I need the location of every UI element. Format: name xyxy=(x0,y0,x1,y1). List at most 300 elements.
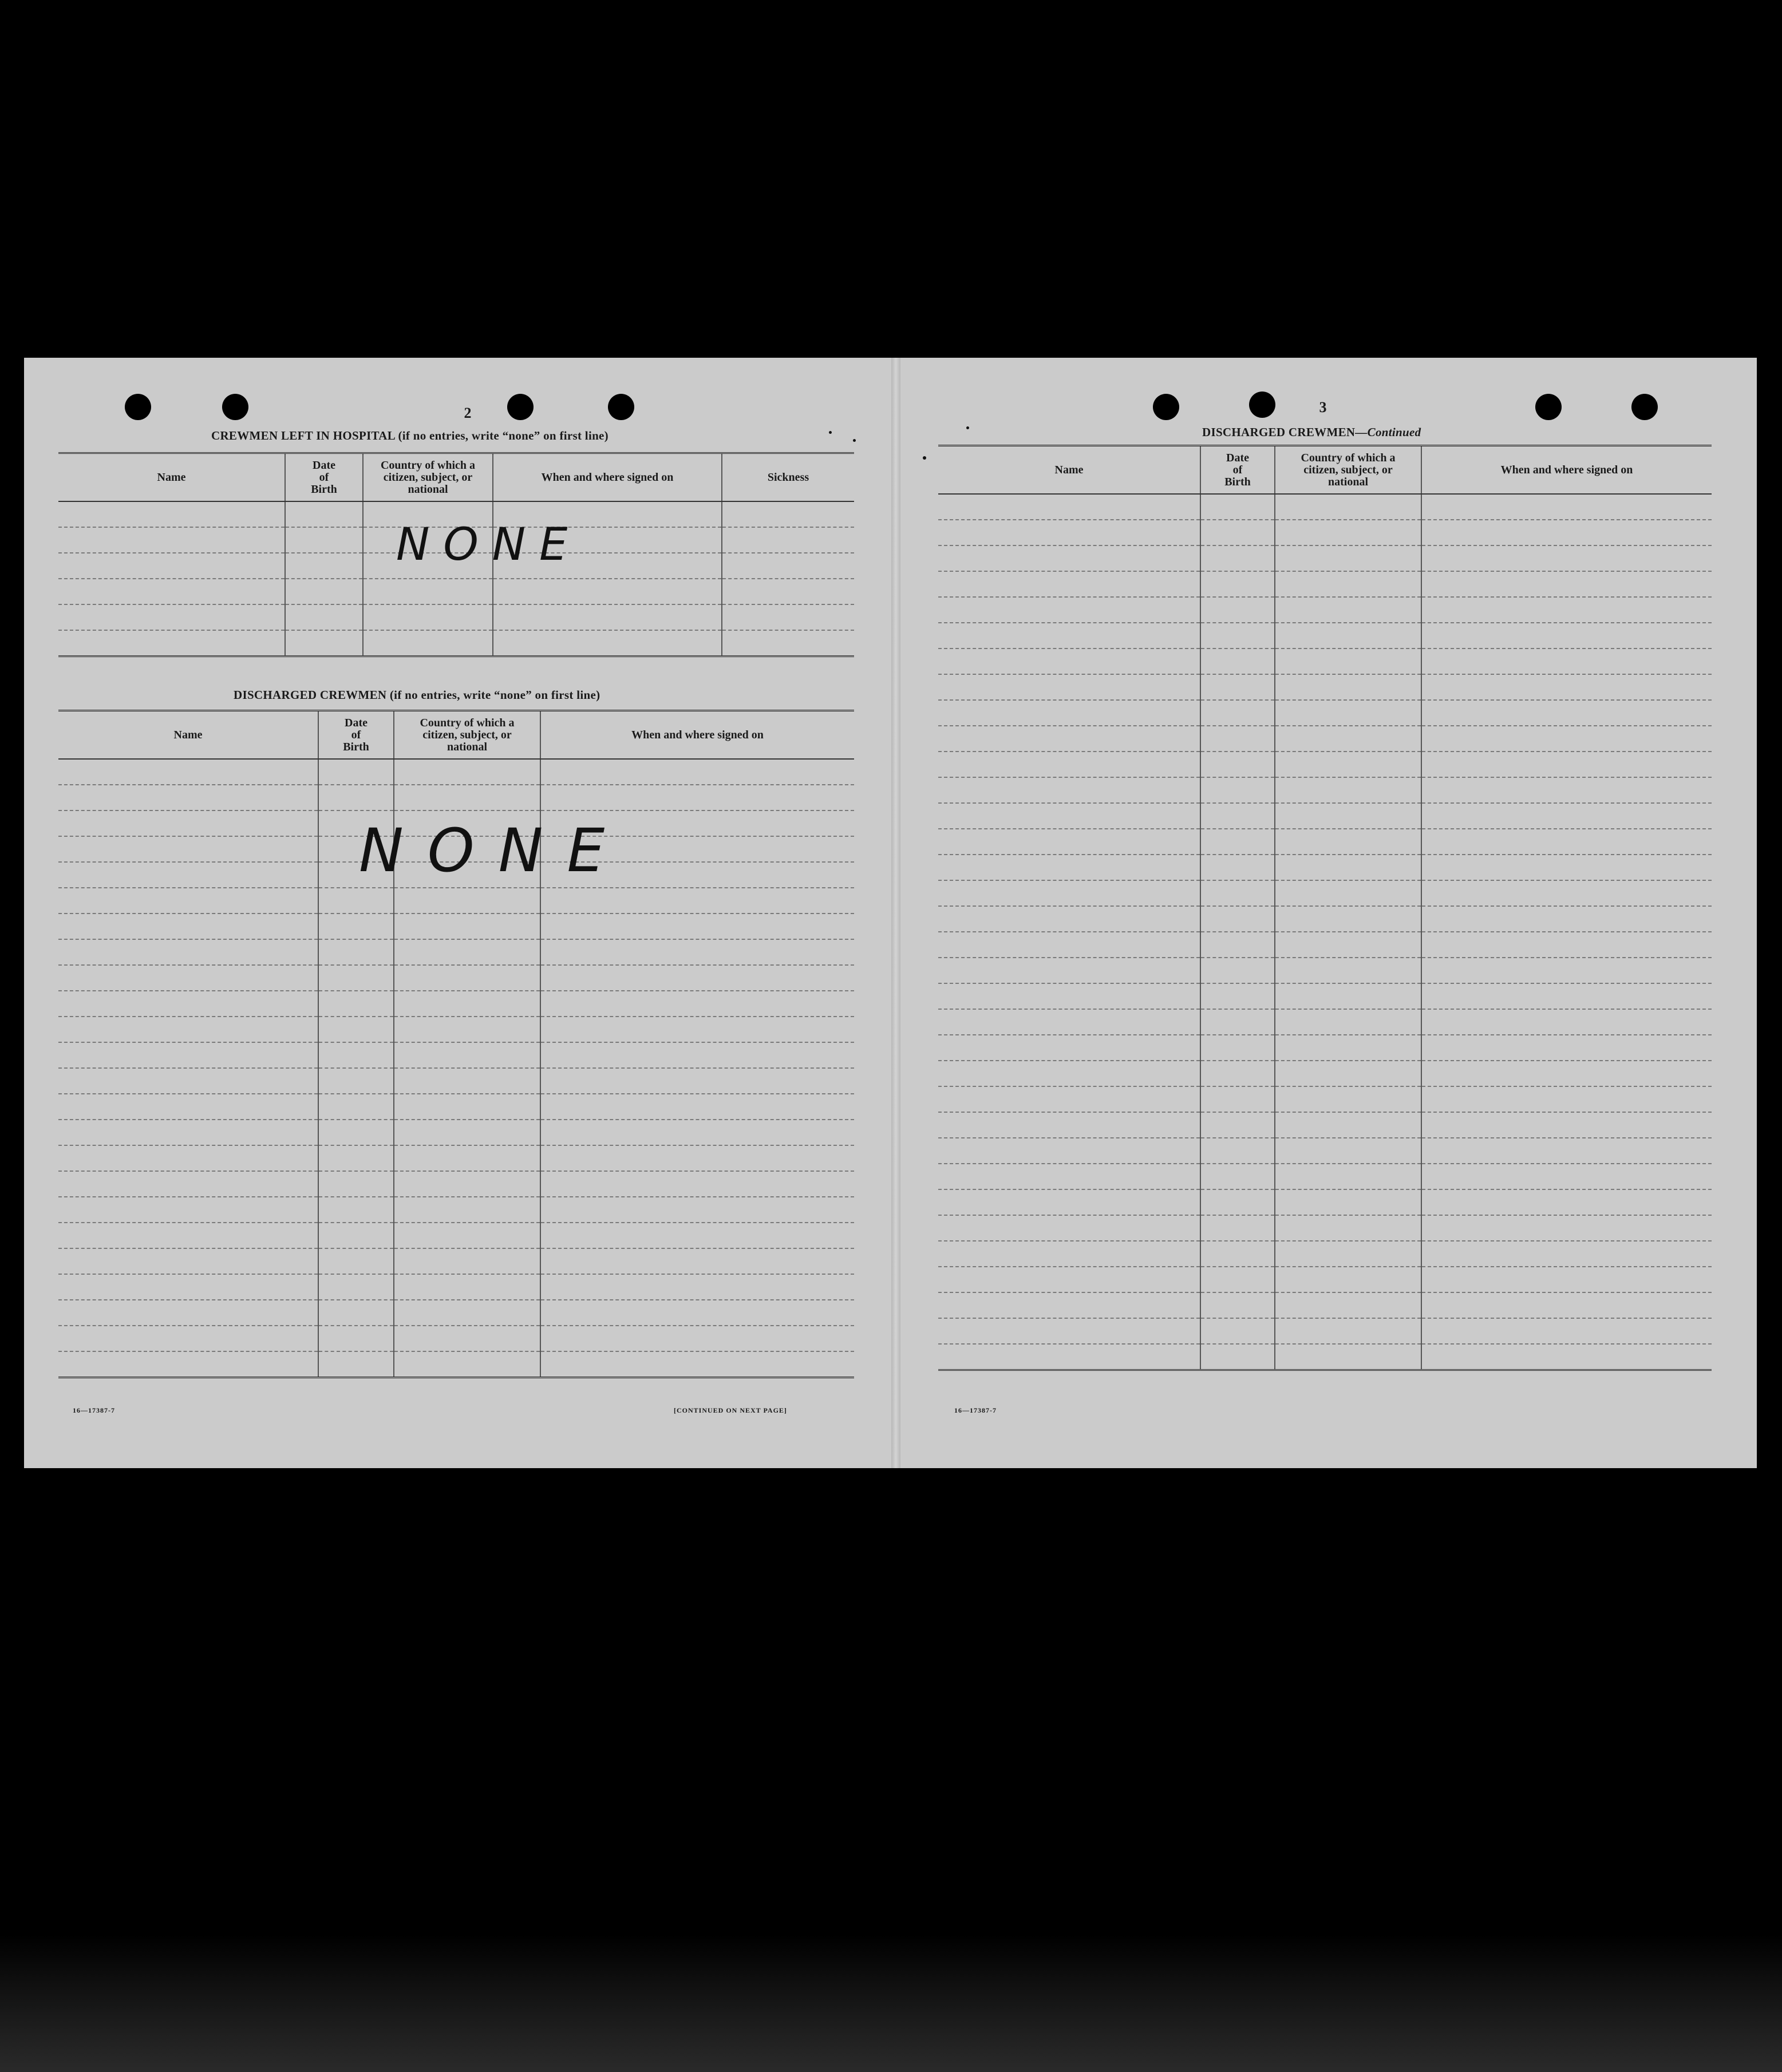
discharged-continued-title-bold: DISCHARGED CREWMEN xyxy=(1202,425,1356,439)
discharged-continued-table xyxy=(938,445,1712,1371)
blank-cell xyxy=(938,1189,1200,1215)
blank-cell xyxy=(1421,880,1712,906)
blank-cell xyxy=(1275,1164,1421,1189)
table-row xyxy=(938,700,1712,726)
blank-cell xyxy=(540,1223,854,1248)
table-row xyxy=(938,597,1712,623)
blank-cell xyxy=(938,571,1200,597)
blank-cell xyxy=(318,939,394,965)
table-row xyxy=(938,777,1712,803)
blank-cell xyxy=(58,1171,318,1197)
table-row xyxy=(938,1241,1712,1267)
blank-cell xyxy=(1421,545,1712,571)
blank-cell xyxy=(318,1248,394,1274)
blank-cell xyxy=(540,888,854,914)
blank-cell xyxy=(1200,1241,1275,1267)
blank-cell xyxy=(1275,1035,1421,1061)
blank-cell xyxy=(1200,906,1275,932)
blank-cell xyxy=(1421,829,1712,855)
blank-cell xyxy=(1200,932,1275,958)
blank-cell xyxy=(1421,777,1712,803)
blank-cell xyxy=(318,991,394,1017)
blank-cell xyxy=(58,991,318,1017)
blank-cell xyxy=(363,579,493,604)
blank-cell xyxy=(1421,855,1712,880)
blank-cell xyxy=(938,726,1200,752)
table-row xyxy=(58,1094,854,1120)
blank-cell xyxy=(540,1094,854,1120)
blank-cell xyxy=(938,829,1200,855)
blank-cell xyxy=(58,1120,318,1145)
blank-cell xyxy=(1275,777,1421,803)
punch-hole xyxy=(222,394,248,420)
blank-cell xyxy=(1200,983,1275,1009)
hospital-title-bold: CREWMEN LEFT IN HOSPITAL xyxy=(211,429,395,442)
blank-cell xyxy=(58,527,285,553)
blank-cell xyxy=(1200,1009,1275,1035)
blank-cell xyxy=(1200,1189,1275,1215)
blank-cell xyxy=(722,604,854,630)
blank-cell xyxy=(58,1145,318,1171)
blank-cell xyxy=(318,1197,394,1223)
table-row xyxy=(58,579,854,604)
blank-cell xyxy=(394,1326,540,1351)
col-date-of-birth: Date of Birth xyxy=(1200,446,1275,495)
table-row xyxy=(58,1171,854,1197)
blank-cell xyxy=(318,785,394,810)
speck xyxy=(923,456,926,460)
discharged-continued-title xyxy=(1202,425,1421,440)
table-row xyxy=(938,649,1712,674)
blank-cell xyxy=(493,579,722,604)
blank-cell xyxy=(318,1042,394,1068)
blank-cell xyxy=(1421,1009,1712,1035)
blank-cell xyxy=(1421,958,1712,983)
table-row xyxy=(58,1351,854,1378)
blank-cell xyxy=(1421,494,1712,520)
blank-cell xyxy=(318,1300,394,1326)
table-row xyxy=(938,1086,1712,1112)
blank-cell xyxy=(1275,1344,1421,1370)
blank-cell xyxy=(540,1351,854,1378)
page-gutter xyxy=(891,358,900,1468)
blank-cell xyxy=(1200,1215,1275,1241)
blank-cell xyxy=(1421,1318,1712,1344)
blank-cell xyxy=(363,604,493,630)
table-row xyxy=(938,674,1712,700)
background-fade xyxy=(0,1935,1782,2072)
table-row xyxy=(938,803,1712,829)
blank-cell xyxy=(318,1068,394,1094)
col-country: Country of which a citizen, subject, or national xyxy=(394,711,540,760)
blank-cell xyxy=(1200,803,1275,829)
blank-cell xyxy=(1275,571,1421,597)
blank-cell xyxy=(938,932,1200,958)
table-row xyxy=(58,1248,854,1274)
blank-cell xyxy=(318,914,394,939)
blank-cell xyxy=(1200,1061,1275,1086)
hospital-header-row xyxy=(58,453,854,502)
blank-cell xyxy=(1275,597,1421,623)
blank-cell xyxy=(1421,700,1712,726)
blank-cell xyxy=(938,700,1200,726)
table-row xyxy=(58,914,854,939)
blank-cell xyxy=(318,1223,394,1248)
blank-cell xyxy=(58,553,285,579)
col-when-where: When and where signed on xyxy=(493,453,722,502)
blank-cell xyxy=(722,553,854,579)
blank-cell xyxy=(540,914,854,939)
blank-cell xyxy=(1200,1292,1275,1318)
blank-cell xyxy=(1275,906,1421,932)
blank-cell xyxy=(938,674,1200,700)
blank-cell xyxy=(1421,674,1712,700)
blank-cell xyxy=(1275,545,1421,571)
discharged-title-note: (if no entries, write “none” on first line) xyxy=(386,688,600,702)
blank-cell xyxy=(58,1068,318,1094)
blank-cell xyxy=(58,888,318,914)
blank-cell xyxy=(394,1120,540,1145)
blank-cell xyxy=(58,1197,318,1223)
blank-cell xyxy=(394,965,540,991)
blank-cell xyxy=(58,1300,318,1326)
blank-cell xyxy=(938,906,1200,932)
blank-cell xyxy=(1421,1215,1712,1241)
blank-cell xyxy=(1200,855,1275,880)
blank-cell xyxy=(1421,1241,1712,1267)
blank-cell xyxy=(394,1223,540,1248)
blank-cell xyxy=(394,1274,540,1300)
table-row xyxy=(58,1042,854,1068)
table-row xyxy=(938,623,1712,649)
col-when-where: When and where signed on xyxy=(540,711,854,760)
blank-cell xyxy=(1421,1061,1712,1086)
blank-cell xyxy=(394,939,540,965)
blank-cell xyxy=(1421,1035,1712,1061)
blank-cell xyxy=(394,759,540,785)
blank-cell xyxy=(1200,752,1275,777)
blank-cell xyxy=(938,1009,1200,1035)
discharged-header-row xyxy=(58,711,854,760)
blank-cell xyxy=(394,991,540,1017)
blank-cell xyxy=(1275,829,1421,855)
blank-cell xyxy=(1421,932,1712,958)
blank-cell xyxy=(938,855,1200,880)
blank-cell xyxy=(58,1248,318,1274)
blank-cell xyxy=(58,862,318,888)
blank-cell xyxy=(1275,803,1421,829)
blank-cell xyxy=(58,1017,318,1042)
blank-cell xyxy=(938,1215,1200,1241)
table-row xyxy=(938,1138,1712,1164)
blank-cell xyxy=(1275,983,1421,1009)
blank-cell xyxy=(58,939,318,965)
blank-cell xyxy=(938,597,1200,623)
blank-cell xyxy=(1275,958,1421,983)
blank-cell xyxy=(493,604,722,630)
blank-cell xyxy=(1275,726,1421,752)
blank-cell xyxy=(1200,1138,1275,1164)
blank-cell xyxy=(1421,1086,1712,1112)
blank-cell xyxy=(722,630,854,657)
blank-cell xyxy=(1421,1164,1712,1189)
blank-cell xyxy=(318,1094,394,1120)
form-number-left: 16—17387-7 xyxy=(73,1406,115,1414)
col-date-of-birth: Date of Birth xyxy=(318,711,394,760)
blank-cell xyxy=(1200,1112,1275,1138)
discharged-continued-header-row xyxy=(938,446,1712,495)
table-row xyxy=(58,1145,854,1171)
blank-cell xyxy=(1275,623,1421,649)
blank-cell xyxy=(1275,1009,1421,1035)
table-row xyxy=(938,1061,1712,1086)
blank-cell xyxy=(394,1351,540,1378)
blank-cell xyxy=(285,553,363,579)
punch-hole xyxy=(608,394,634,420)
blank-cell xyxy=(1200,1035,1275,1061)
blank-cell xyxy=(1421,597,1712,623)
table-row xyxy=(938,855,1712,880)
blank-cell xyxy=(58,914,318,939)
blank-cell xyxy=(540,1120,854,1145)
blank-cell xyxy=(722,579,854,604)
blank-cell xyxy=(938,1035,1200,1061)
col-name: Name xyxy=(58,453,285,502)
blank-cell xyxy=(318,1351,394,1378)
blank-cell xyxy=(394,1171,540,1197)
blank-cell xyxy=(938,958,1200,983)
table-row xyxy=(938,1215,1712,1241)
discharged-section-title xyxy=(234,688,600,702)
blank-cell xyxy=(1200,545,1275,571)
blank-cell xyxy=(58,1351,318,1378)
blank-cell xyxy=(938,1112,1200,1138)
table-row xyxy=(58,1017,854,1042)
table-row xyxy=(58,991,854,1017)
blank-cell xyxy=(394,1300,540,1326)
table-row xyxy=(58,1120,854,1145)
table-row xyxy=(938,829,1712,855)
blank-cell xyxy=(285,579,363,604)
blank-cell xyxy=(394,1017,540,1042)
blank-cell xyxy=(58,604,285,630)
speck xyxy=(829,431,832,434)
table-row xyxy=(938,545,1712,571)
blank-cell xyxy=(394,1094,540,1120)
discharged-table xyxy=(58,710,854,1378)
table-row xyxy=(58,888,854,914)
table-row xyxy=(938,1164,1712,1189)
blank-cell xyxy=(938,1138,1200,1164)
blank-cell xyxy=(58,1223,318,1248)
blank-cell xyxy=(938,494,1200,520)
blank-cell xyxy=(1421,752,1712,777)
table-row xyxy=(58,1274,854,1300)
blank-cell xyxy=(1421,520,1712,545)
blank-cell xyxy=(938,752,1200,777)
blank-cell xyxy=(1421,726,1712,752)
blank-cell xyxy=(1275,1112,1421,1138)
table-row xyxy=(938,494,1712,520)
blank-cell xyxy=(394,1197,540,1223)
col-sickness: Sickness xyxy=(722,453,854,502)
table-row xyxy=(58,965,854,991)
blank-cell xyxy=(1275,1138,1421,1164)
blank-cell xyxy=(540,1017,854,1042)
blank-cell xyxy=(938,777,1200,803)
table-row xyxy=(938,983,1712,1009)
blank-cell xyxy=(938,880,1200,906)
hospital-section-title xyxy=(211,429,609,443)
blank-cell xyxy=(1200,649,1275,674)
blank-cell xyxy=(540,1171,854,1197)
blank-cell xyxy=(1421,1189,1712,1215)
table-row xyxy=(938,752,1712,777)
blank-cell xyxy=(938,649,1200,674)
col-name: Name xyxy=(58,711,318,760)
blank-cell xyxy=(722,501,854,527)
blank-cell xyxy=(1275,674,1421,700)
blank-cell xyxy=(1421,906,1712,932)
blank-cell xyxy=(540,1042,854,1068)
blank-cell xyxy=(394,914,540,939)
table-row xyxy=(938,1344,1712,1370)
discharged-continued-rows xyxy=(938,494,1712,1370)
blank-cell xyxy=(1200,1318,1275,1344)
blank-cell xyxy=(58,1094,318,1120)
discharged-continued-suffix: —Continued xyxy=(1355,425,1421,439)
blank-cell xyxy=(1275,855,1421,880)
blank-cell xyxy=(1200,777,1275,803)
table-row xyxy=(58,1197,854,1223)
blank-cell xyxy=(394,888,540,914)
blank-cell xyxy=(1200,700,1275,726)
speck xyxy=(853,439,856,442)
page-number-left: 2 xyxy=(464,405,472,421)
blank-cell xyxy=(1200,520,1275,545)
table-row xyxy=(938,1292,1712,1318)
blank-cell xyxy=(1421,649,1712,674)
blank-cell xyxy=(285,604,363,630)
blank-cell xyxy=(938,1164,1200,1189)
blank-cell xyxy=(540,991,854,1017)
blank-cell xyxy=(58,810,318,836)
table-row xyxy=(938,1267,1712,1292)
blank-cell xyxy=(1200,880,1275,906)
table-row xyxy=(58,785,854,810)
blank-cell xyxy=(540,1068,854,1094)
table-row xyxy=(938,932,1712,958)
handwritten-none-hospital: NONE xyxy=(396,519,582,571)
blank-cell xyxy=(540,939,854,965)
table-row xyxy=(938,726,1712,752)
punch-hole xyxy=(507,394,534,420)
blank-cell xyxy=(318,1017,394,1042)
blank-cell xyxy=(58,836,318,862)
blank-cell xyxy=(394,1042,540,1068)
blank-cell xyxy=(1421,803,1712,829)
table-row xyxy=(938,1189,1712,1215)
blank-cell xyxy=(938,1318,1200,1344)
form-number-right: 16—17387-7 xyxy=(954,1406,997,1414)
blank-cell xyxy=(1200,829,1275,855)
blank-cell xyxy=(938,520,1200,545)
blank-cell xyxy=(1275,1086,1421,1112)
blank-cell xyxy=(58,1326,318,1351)
blank-cell xyxy=(1421,571,1712,597)
blank-cell xyxy=(938,1241,1200,1267)
blank-cell xyxy=(938,623,1200,649)
table-row xyxy=(938,1009,1712,1035)
table-row xyxy=(938,1112,1712,1138)
blank-cell xyxy=(285,501,363,527)
blank-cell xyxy=(394,1145,540,1171)
table-row xyxy=(58,604,854,630)
blank-cell xyxy=(938,803,1200,829)
blank-cell xyxy=(1421,1138,1712,1164)
blank-cell xyxy=(1275,1267,1421,1292)
blank-cell xyxy=(1421,1267,1712,1292)
blank-cell xyxy=(1275,752,1421,777)
table-row xyxy=(938,906,1712,932)
table-row xyxy=(58,939,854,965)
col-date-of-birth: Date of Birth xyxy=(285,453,363,502)
blank-cell xyxy=(1275,1241,1421,1267)
blank-cell xyxy=(1275,880,1421,906)
table-row xyxy=(938,520,1712,545)
punch-hole xyxy=(1249,392,1275,418)
blank-cell xyxy=(318,1171,394,1197)
col-country: Country of which a citizen, subject, or national xyxy=(363,453,493,502)
blank-cell xyxy=(1421,1292,1712,1318)
table-row xyxy=(938,1035,1712,1061)
blank-cell xyxy=(1275,1189,1421,1215)
blank-cell xyxy=(318,1326,394,1351)
blank-cell xyxy=(1275,1061,1421,1086)
blank-cell xyxy=(938,1267,1200,1292)
blank-cell xyxy=(540,1248,854,1274)
table-row xyxy=(58,630,854,657)
blank-cell xyxy=(938,1344,1200,1370)
blank-cell xyxy=(938,545,1200,571)
blank-cell xyxy=(1200,726,1275,752)
blank-cell xyxy=(1421,983,1712,1009)
blank-cell xyxy=(540,1274,854,1300)
blank-cell xyxy=(1275,1292,1421,1318)
blank-cell xyxy=(1200,597,1275,623)
blank-cell xyxy=(938,1292,1200,1318)
punch-hole xyxy=(1153,394,1179,420)
blank-cell xyxy=(938,1061,1200,1086)
blank-cell xyxy=(540,1197,854,1223)
blank-cell xyxy=(1200,623,1275,649)
blank-cell xyxy=(1200,674,1275,700)
table-row xyxy=(58,1300,854,1326)
table-row xyxy=(58,1068,854,1094)
table-row xyxy=(938,1318,1712,1344)
blank-cell xyxy=(540,759,854,785)
blank-cell xyxy=(540,1300,854,1326)
table-row xyxy=(938,880,1712,906)
blank-cell xyxy=(1275,649,1421,674)
blank-cell xyxy=(1200,958,1275,983)
document-spread xyxy=(24,358,1757,1468)
blank-cell xyxy=(540,785,854,810)
blank-cell xyxy=(58,1274,318,1300)
blank-cell xyxy=(318,1274,394,1300)
blank-cell xyxy=(363,630,493,657)
page-number-right: 3 xyxy=(1319,399,1327,416)
